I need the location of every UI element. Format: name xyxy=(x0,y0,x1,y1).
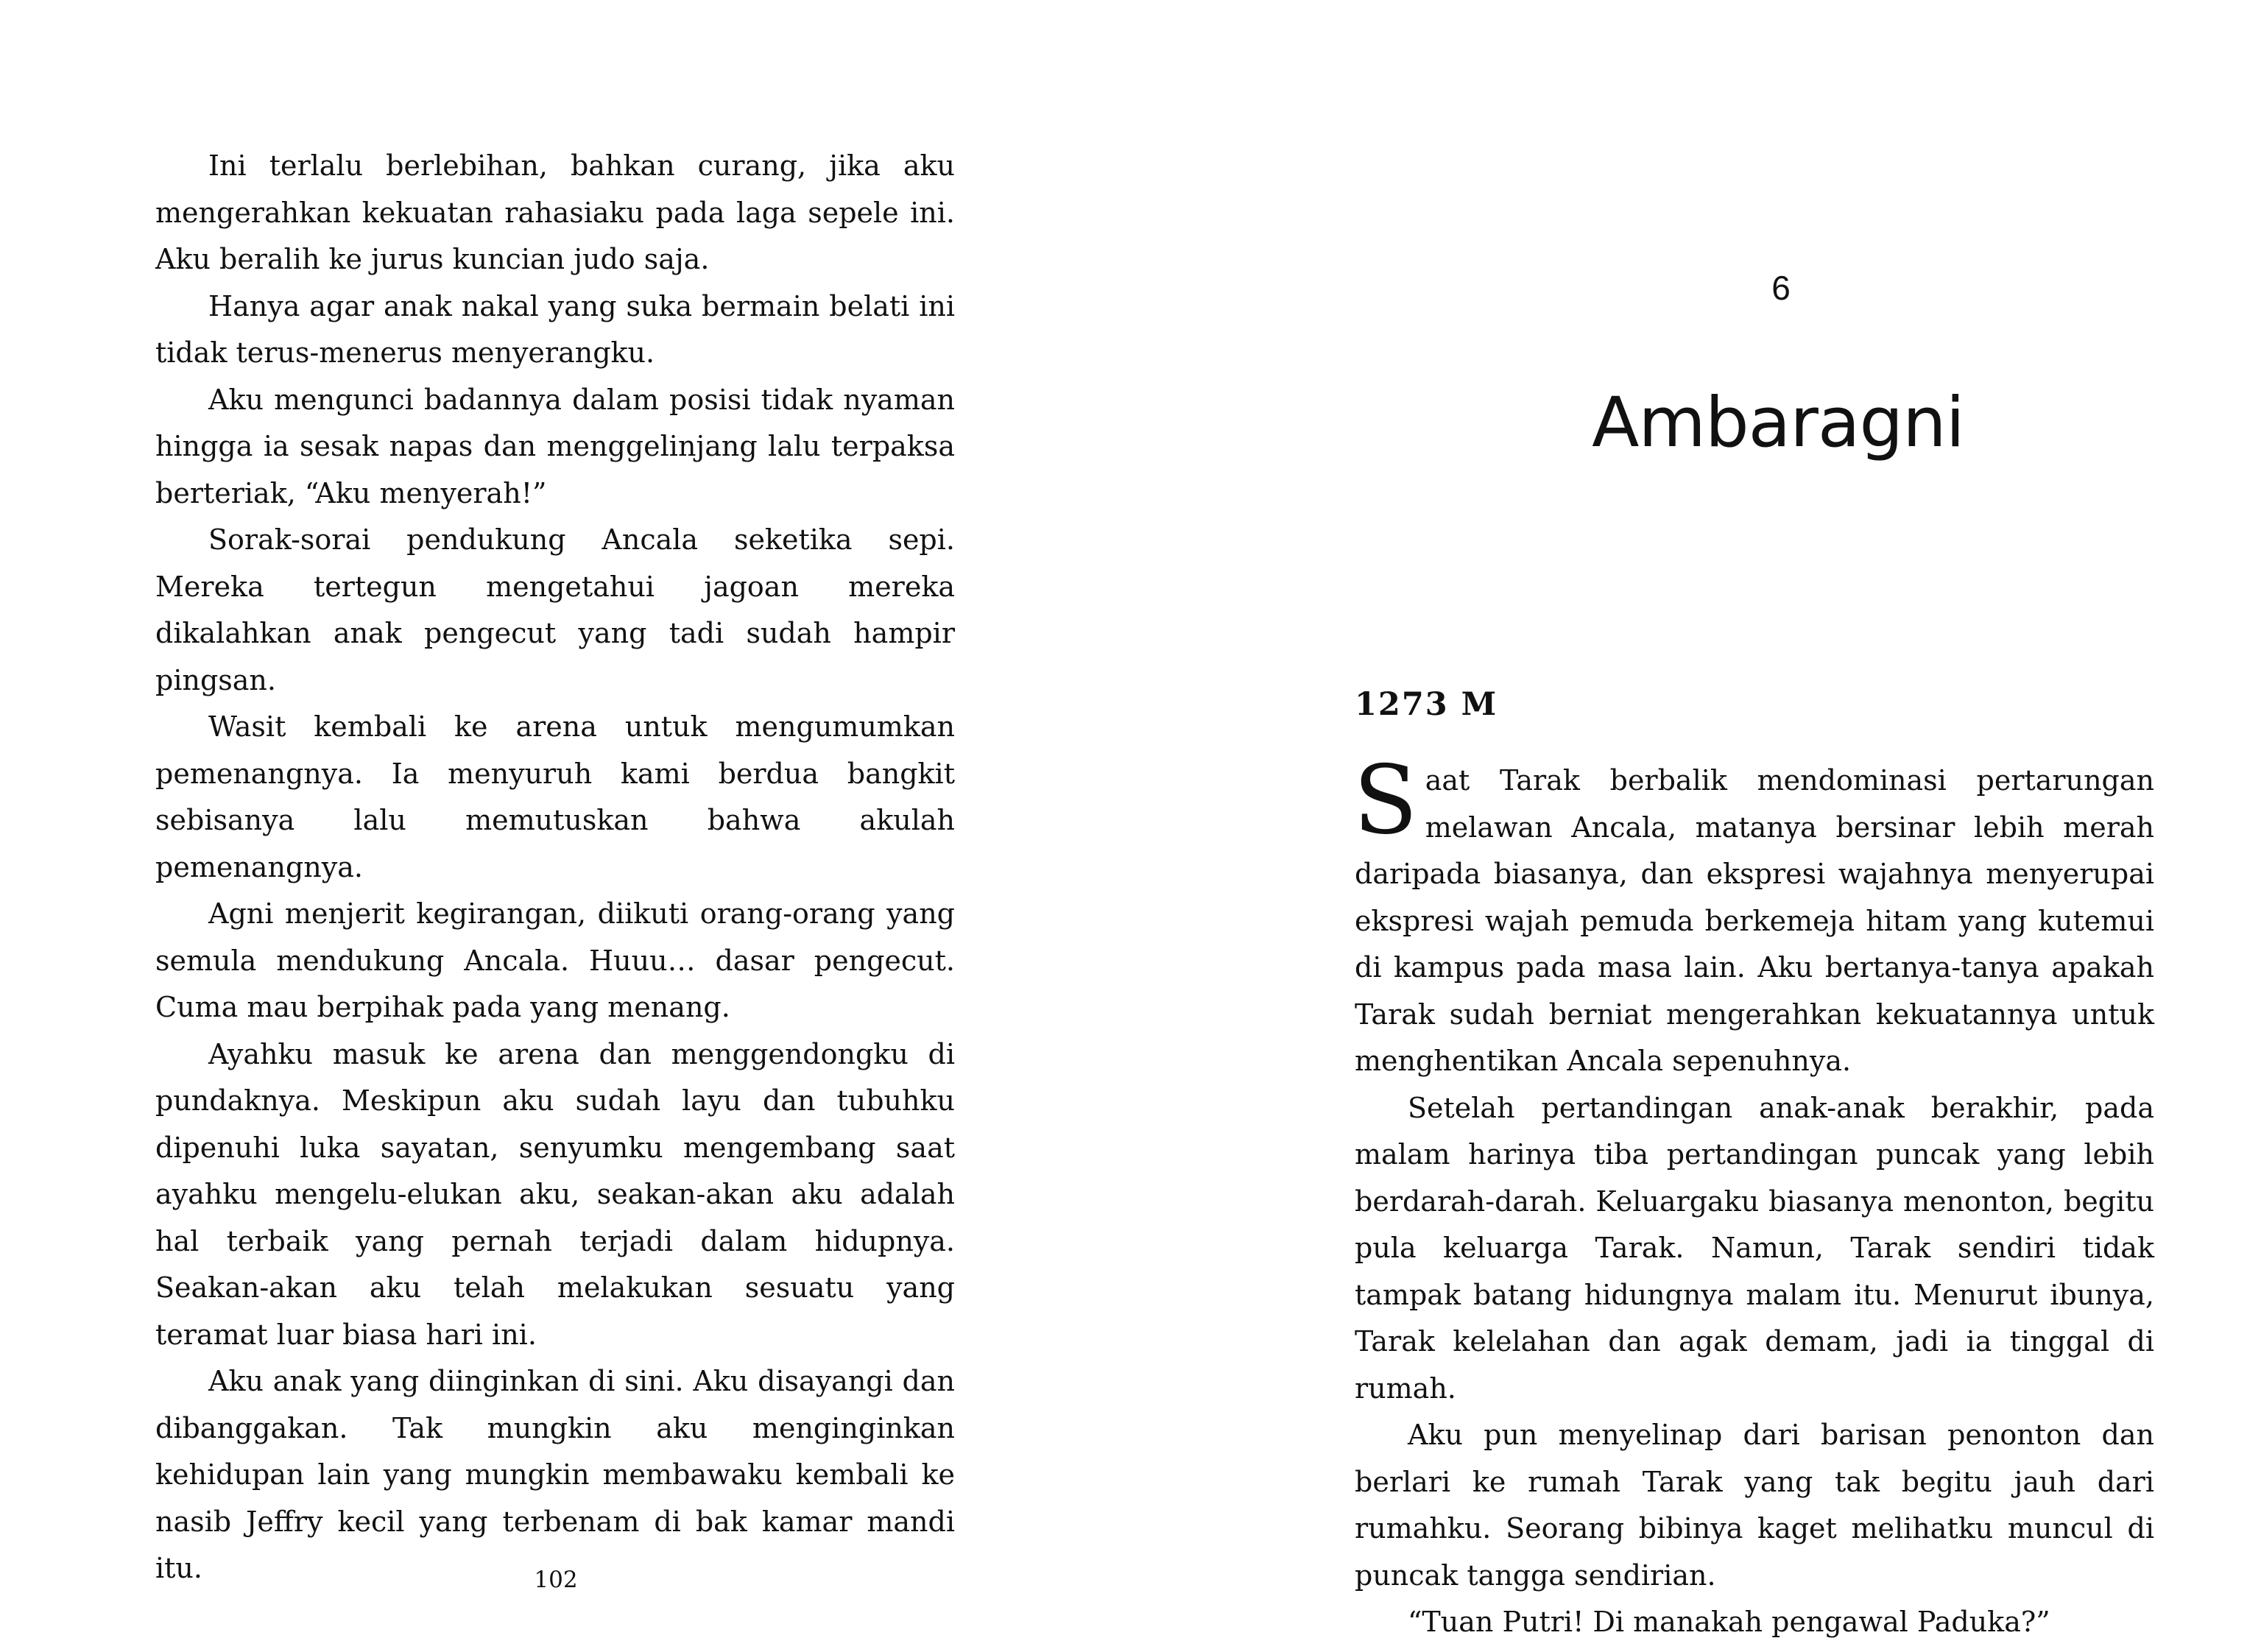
paragraph: Aku anak yang diinginkan di sini. Aku disayangi dan dibanggakan. Tak mungkin aku menginginkan kehidupan lain yang mungkin membawaku kembali ke nasib Jeffry kecil yang terbenam di bak kamar mandi itu. xyxy=(155,1365,955,1584)
paragraph: Wasit kembali ke arena untuk mengumumkan pemenangnya. Ia menyuruh kami berdua bangkit sebisanya lalu memutuskan bahwa akulah pemenangnya. xyxy=(155,710,955,883)
paragraph: Aku mengunci badannya dalam posisi tidak nyaman hingga ia sesak napas dan menggelinjang lalu terpaksa berteriak, “Aku menyerah!” xyxy=(155,383,955,509)
paragraph: Sorak-sorai pendukung Ancala seketika sepi. Mereka tertegun mengetahui jagoan mereka dikalahkan anak pengecut yang tadi sudah hampir pingsan. xyxy=(155,523,955,696)
paragraph: Hanya agar anak nakal yang suka bermain belati ini tidak terus-menerus menyerangku. xyxy=(155,289,955,369)
page-number: 102 xyxy=(534,1567,578,1593)
chapter-number: 6 xyxy=(1771,269,1791,307)
paragraph: “Tuan Putri! Di manakah pengawal Paduka?” xyxy=(1408,1606,2050,1638)
paragraph: Aku pun menyelinap dari barisan penonton dan berlari ke rumah Tarak yang tak begitu jauh dari rumahku. Seorang bibinya kaget melihatku muncul di puncak tangga sendirian. xyxy=(1355,1419,2154,1592)
drop-cap: S xyxy=(1353,746,1418,855)
section-heading: 1273 M xyxy=(1355,686,1498,723)
left-page-body xyxy=(155,143,955,1592)
right-page xyxy=(1130,0,2261,1652)
paragraph: Setelah pertandingan anak-anak berakhir, pada malam harinya tiba pertandingan puncak yang lebih berdarah-darah. Keluargaku biasanya menonton, begitu pula keluarga Tarak. Namun, Tarak sendiri tidak tampak batang hidungnya malam itu. Menurut ibunya, Tarak kelelahan dan agak demam, jadi ia tinggal di rumah. xyxy=(1355,1091,2154,1405)
first-paragraph-text: aat Tarak berbalik mendominasi pertarungan melawan Ancala, matanya bersinar lebih merah daripada biasanya, dan ekspresi wajahnya menyerupai ekspresi wajah pemuda berkemeja hitam yang kutemui di kampus pada masa lain. Aku bertanya-tanya apakah Tarak sudah berniat mengerahkan kekuatannya untuk menghentikan Ancala sepenuhnya. xyxy=(1355,764,2154,1077)
chapter-title: Ambaragni xyxy=(1592,383,1964,463)
paragraph: Agni menjerit kegirangan, diikuti orang-orang yang semula mendukung Ancala. Huuu… dasar pengecut. Cuma mau berpihak pada yang menang. xyxy=(155,897,955,1023)
paragraph: Ini terlalu berlebihan, bahkan curang, jika aku mengerahkan kekuatan rahasiaku pada laga sepele ini. Aku beralih ke jurus kuncian judo saja. xyxy=(155,149,955,275)
left-page xyxy=(0,0,1130,1652)
paragraph: Ayahku masuk ke arena dan menggendongku di pundaknya. Meskipun aku sudah layu dan tubuhku dipenuhi luka sayatan, senyumku mengembang saat ayahku mengelu-elukan aku, seakan-akan aku adalah hal terbaik yang pernah terjadi dalam hidupnya. Seakan-akan aku telah melakukan sesuatu yang teramat luar biasa hari ini. xyxy=(155,1037,955,1351)
first-paragraph xyxy=(1353,746,2154,1085)
right-page-body xyxy=(1353,746,2154,1646)
